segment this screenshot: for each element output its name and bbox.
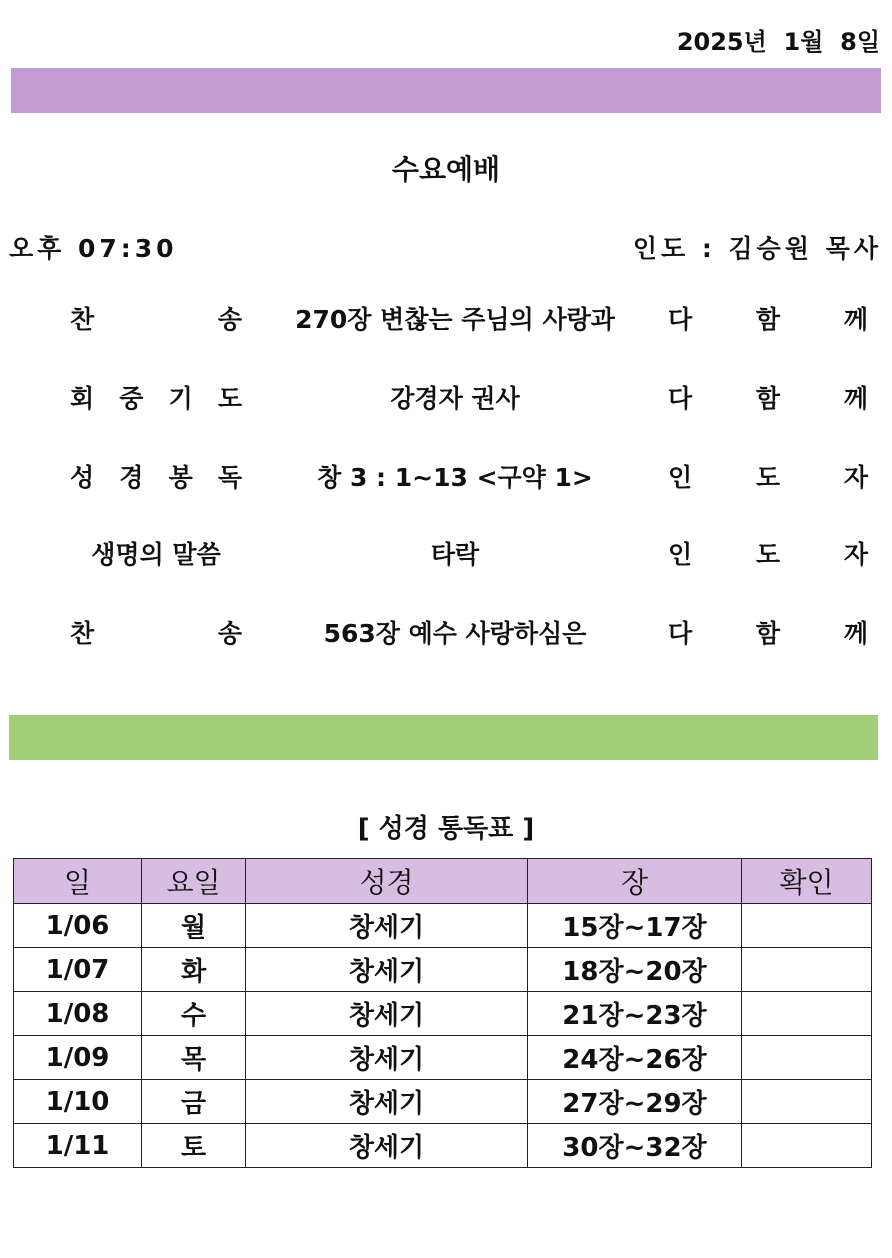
reading-table — [13, 858, 872, 1168]
cell-check[interactable] — [742, 904, 872, 948]
by-char: 께 — [843, 619, 868, 648]
cell-check[interactable] — [742, 1124, 872, 1168]
service-leader: 인도 : 김승원 목사 — [632, 234, 882, 263]
table-row — [14, 1036, 872, 1080]
service-title: 수요예배 — [391, 153, 501, 186]
table-row — [14, 992, 872, 1036]
program-row — [0, 458, 892, 498]
program-label — [70, 458, 242, 494]
by-char: 함 — [755, 384, 781, 413]
cell-day: 1/09 — [14, 1036, 142, 1080]
cell-day: 1/07 — [14, 948, 142, 992]
cell-check[interactable] — [742, 1036, 872, 1080]
cell-book: 창세기 — [246, 1080, 528, 1124]
by-char: 께 — [843, 305, 868, 334]
by-char: 도 — [755, 463, 781, 492]
label-char: 성 — [70, 463, 95, 492]
cell-weekday: 토 — [142, 1124, 246, 1168]
by-char: 다 — [668, 619, 693, 648]
table-header-row — [14, 859, 872, 904]
cell-weekday: 월 — [142, 904, 246, 948]
cell-chapters: 24장~26장 — [528, 1036, 742, 1080]
reading-table-title: [ 성경 통독표 ] — [357, 814, 535, 844]
program-by — [668, 535, 868, 571]
program-row — [0, 614, 892, 654]
table-row — [14, 948, 872, 992]
table-row — [14, 1080, 872, 1124]
purple-divider-bar — [11, 68, 881, 113]
cell-chapters: 15장~17장 — [528, 904, 742, 948]
cell-check[interactable] — [742, 1080, 872, 1124]
by-char: 인 — [668, 540, 693, 569]
cell-book: 창세기 — [246, 1036, 528, 1080]
label-char: 찬 — [70, 305, 95, 334]
by-char: 다 — [668, 305, 693, 334]
cell-book: 창세기 — [246, 1124, 528, 1168]
bulletin-date: 2025년 1월 8일 — [676, 28, 880, 56]
table-row — [14, 1124, 872, 1168]
cell-book: 창세기 — [246, 992, 528, 1036]
table-row — [14, 904, 872, 948]
header-chapters: 장 — [528, 859, 742, 904]
by-char: 자 — [843, 463, 868, 492]
cell-chapters: 21장~23장 — [528, 992, 742, 1036]
service-time: 오후 07:30 — [9, 234, 178, 263]
header-book: 성경 — [246, 859, 528, 904]
cell-book: 창세기 — [246, 948, 528, 992]
program-label — [70, 535, 242, 571]
program-content: 타락 — [430, 540, 480, 569]
program-row — [0, 535, 892, 575]
cell-book: 창세기 — [246, 904, 528, 948]
cell-day: 1/11 — [14, 1124, 142, 1168]
program-label — [70, 379, 242, 415]
by-char: 께 — [843, 384, 868, 413]
label-text: 생명의 말씀 — [91, 540, 221, 569]
label-char: 회 — [70, 384, 95, 413]
by-char: 인 — [668, 463, 693, 492]
by-char: 함 — [755, 619, 781, 648]
label-char: 송 — [217, 305, 242, 334]
by-char: 다 — [668, 384, 693, 413]
cell-weekday: 화 — [142, 948, 246, 992]
label-char: 찬 — [70, 619, 95, 648]
label-char: 독 — [217, 463, 242, 492]
header-check: 확인 — [742, 859, 872, 904]
program-by — [668, 300, 868, 336]
program-content: 강경자 권사 — [390, 384, 520, 413]
label-char: 경 — [119, 463, 144, 492]
cell-chapters: 27장~29장 — [528, 1080, 742, 1124]
cell-check[interactable] — [742, 992, 872, 1036]
green-divider-bar — [9, 715, 878, 760]
program-by — [668, 458, 868, 494]
cell-day: 1/10 — [14, 1080, 142, 1124]
by-char: 자 — [843, 540, 868, 569]
label-char: 중 — [119, 384, 144, 413]
program-content: 창 3 : 1~13 <구약 1> — [317, 463, 593, 492]
cell-chapters: 18장~20장 — [528, 948, 742, 992]
program-content: 563장 예수 사랑하심은 — [323, 619, 587, 648]
program-row — [0, 379, 892, 419]
program-content: 270장 변찮는 주님의 사랑과 — [295, 305, 615, 334]
cell-check[interactable] — [742, 948, 872, 992]
program-label — [70, 614, 242, 650]
cell-weekday: 금 — [142, 1080, 246, 1124]
cell-weekday: 수 — [142, 992, 246, 1036]
program-label — [70, 300, 242, 336]
cell-chapters: 30장~32장 — [528, 1124, 742, 1168]
program-by — [668, 614, 868, 650]
program-row — [0, 300, 892, 340]
label-char: 송 — [217, 619, 242, 648]
label-char: 도 — [217, 384, 242, 413]
program-by — [668, 379, 868, 415]
cell-day: 1/08 — [14, 992, 142, 1036]
cell-weekday: 목 — [142, 1036, 246, 1080]
label-char: 봉 — [168, 463, 193, 492]
label-char: 기 — [168, 384, 193, 413]
by-char: 함 — [755, 305, 781, 334]
header-weekday: 요일 — [142, 859, 246, 904]
header-day: 일 — [14, 859, 142, 904]
cell-day: 1/06 — [14, 904, 142, 948]
by-char: 도 — [755, 540, 781, 569]
